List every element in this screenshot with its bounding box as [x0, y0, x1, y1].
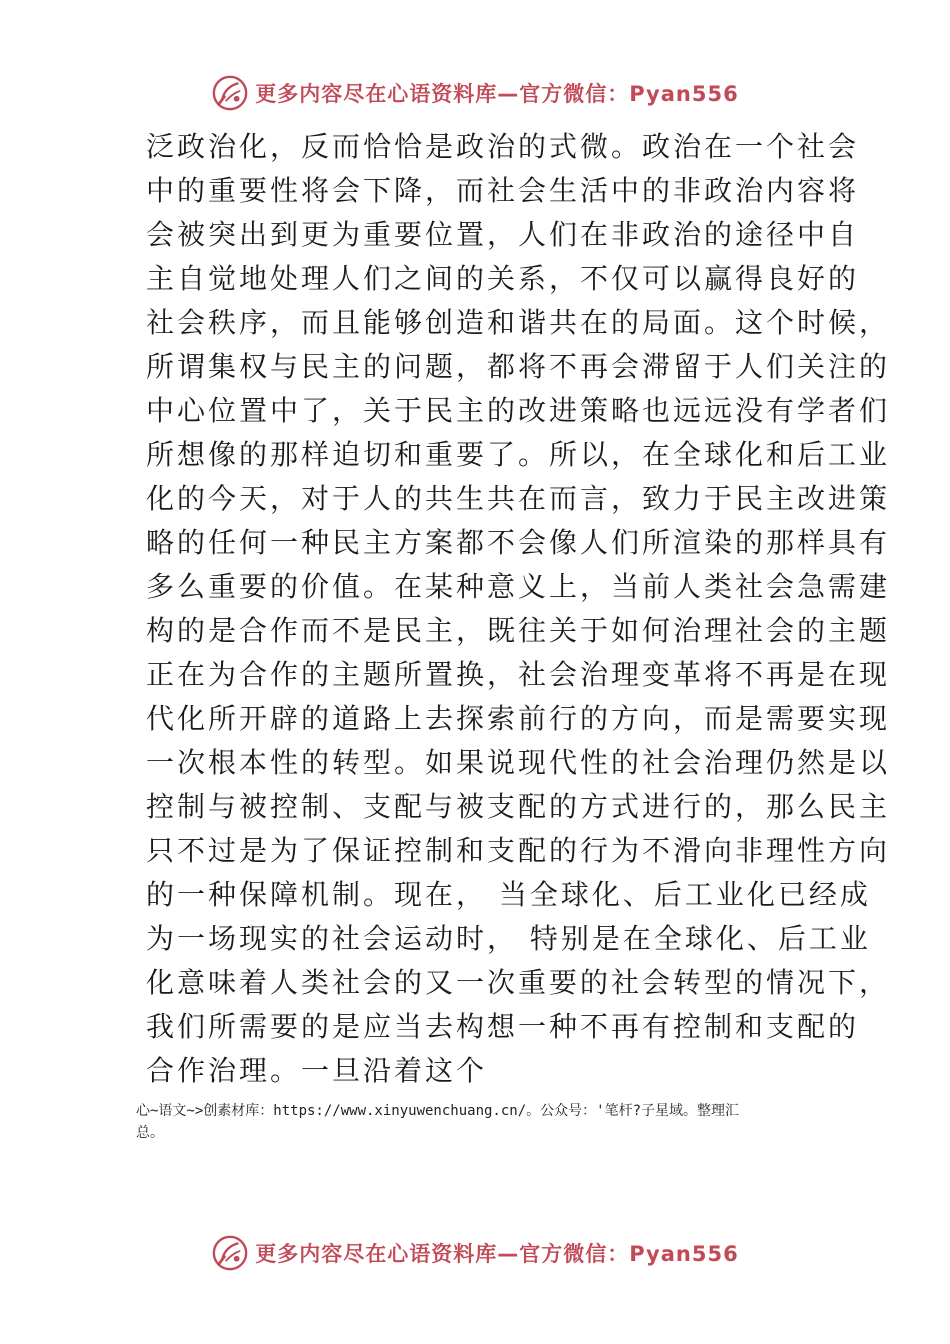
- body-line: 所想像的那样迫切和重要了。所以，在全球化和后工业: [146, 438, 891, 471]
- body-line: 合作治理。一旦沿着这个: [146, 1054, 488, 1087]
- body-line: 的一种保障机制。现在， 当全球化、后工业化已经成: [146, 878, 871, 911]
- body-line: 一次根本性的转型。如果说现代性的社会治理仍然是以: [146, 746, 891, 779]
- header-banner: [0, 68, 950, 118]
- body-line: 所谓集权与民主的问题，都将不再会滞留于人们关注的: [146, 350, 891, 383]
- body-line: 化的今天，对于人的共生共在而言，致力于民主改进策: [146, 482, 891, 515]
- footnote-line: 心~语文~>创素材库：https://www.xinyuwenchuang.cn/。公众号：'笔杆?子星域。整理汇: [136, 1103, 740, 1119]
- body-line: 主自觉地处理人们之间的关系，不仅可以赢得良好的: [146, 262, 860, 295]
- body-line: 为一场现实的社会运动时， 特别是在全球化、后工业: [146, 922, 871, 955]
- body-line: 多么重要的价值。在某种意义上，当前人类社会急需建: [146, 570, 891, 603]
- body-line: 代化所开辟的道路上去探索前行的方向，而是需要实现: [146, 702, 891, 735]
- body-line: 中心位置中了，关于民主的改进策略也远远没有学者们: [146, 394, 891, 427]
- footer-banner: [0, 1228, 950, 1278]
- body-line: 会被突出到更为重要位置，人们在非政治的途径中自: [146, 218, 860, 251]
- body-line: 化意味着人类社会的又一次重要的社会转型的情况下，: [146, 966, 891, 999]
- body-line: 构的是合作而不是民主，既往关于如何治理社会的主题: [146, 614, 891, 647]
- brand-logo-icon: [211, 74, 249, 112]
- source-footnote: [136, 1100, 826, 1144]
- body-line: 社会秩序，而且能够创造和谐共在的局面。这个时候，: [146, 306, 891, 339]
- article-body: [146, 125, 891, 1093]
- body-line: 中的重要性将会下降，而社会生活中的非政治内容将: [146, 174, 860, 207]
- body-line: 我们所需要的是应当去构想一种不再有控制和支配的: [146, 1010, 860, 1043]
- body-line: 只不过是为了保证控制和支配的行为不滑向非理性方向: [146, 834, 891, 867]
- body-line: 正在为合作的主题所置换，社会治理变革将不再是在现: [146, 658, 891, 691]
- body-line: 略的任何一种民主方案都不会像人们所渲染的那样具有: [146, 526, 891, 559]
- header-banner-text: 更多内容尽在心语资料库—官方微信：Pyan556: [255, 82, 739, 106]
- footnote-line: 总。: [136, 1125, 164, 1141]
- brand-logo-icon: [211, 1234, 249, 1272]
- body-line: 泛政治化，反而恰恰是政治的式微。政治在一个社会: [146, 130, 860, 163]
- footer-banner-text: 更多内容尽在心语资料库—官方微信：Pyan556: [255, 1242, 739, 1266]
- body-line: 控制与被控制、支配与被支配的方式进行的，那么民主: [146, 790, 891, 823]
